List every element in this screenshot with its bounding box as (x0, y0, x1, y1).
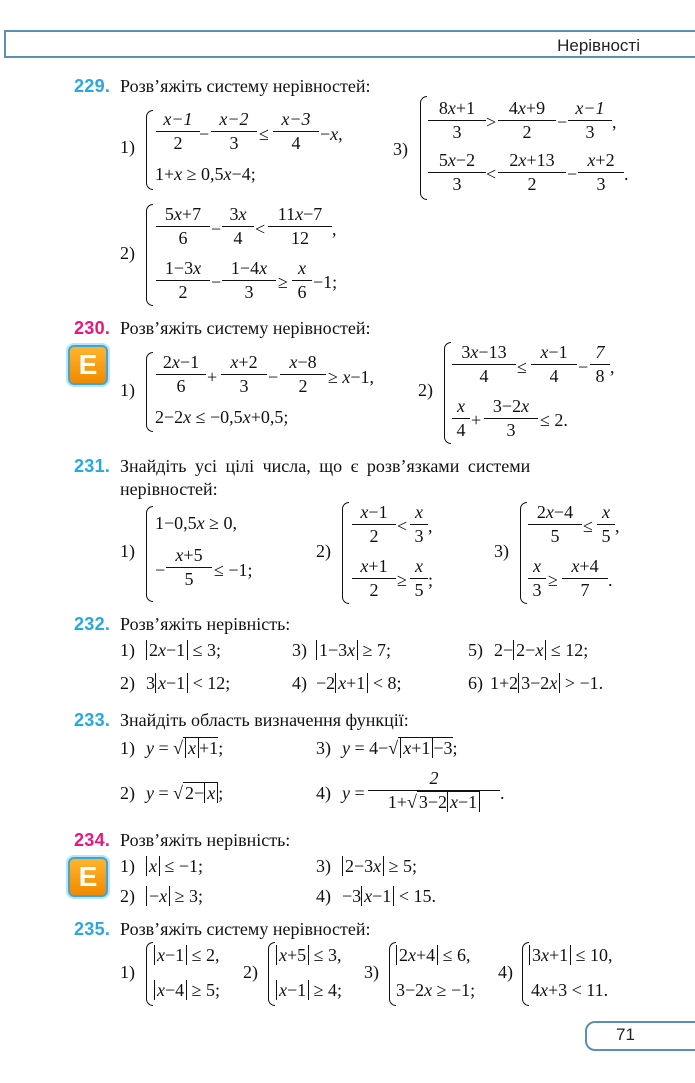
level-e-badge-icon: E (68, 857, 108, 897)
system-brace (146, 506, 153, 602)
item-label: 3) (292, 640, 307, 660)
problem-number-233: 233. (74, 710, 111, 730)
item-label: 2) (120, 886, 135, 906)
problem-number-231: 231. (74, 456, 111, 476)
system-brace (146, 942, 153, 1006)
fraction: x−2 3 (211, 109, 257, 154)
item-label: 3) (494, 541, 509, 561)
fraction: x−1 2 (156, 109, 200, 154)
system-brace (389, 942, 396, 1006)
item-label: 1) (120, 541, 135, 561)
item-label: 4) (316, 783, 331, 803)
system-brace (520, 502, 527, 604)
system-brace (146, 110, 153, 190)
system-brace (268, 942, 275, 1006)
item-label: 6) (468, 673, 483, 693)
level-e-badge-icon: E (68, 345, 108, 385)
fraction: x−3 4 (273, 109, 319, 154)
problem-number-230: 230. (74, 318, 111, 338)
item-label: 3) (316, 738, 331, 758)
page-header (4, 30, 695, 58)
system-brace (146, 352, 153, 432)
problem-number-235: 235. (74, 919, 111, 939)
problem-title-229: Розв’яжіть систему нерівностей: (120, 76, 371, 96)
item-label: 4) (292, 673, 307, 693)
item-label: 2) (418, 380, 433, 400)
system-brace (146, 204, 153, 306)
problem-number-232: 232. (74, 614, 111, 634)
system-brace (342, 502, 349, 604)
item-label: 4) (498, 962, 513, 982)
item-label: 1) (120, 640, 135, 660)
page-number: 71 (616, 1025, 635, 1044)
item-label: 2) (316, 541, 331, 561)
problem-number-229: 229. (74, 76, 111, 96)
problem-title-235: Розв’яжіть систему нерівностей: (120, 919, 371, 939)
problem-number-234: 234. (74, 830, 111, 850)
item-label: 1) (120, 137, 135, 157)
system-brace (420, 96, 427, 200)
item-label: 2) (120, 243, 135, 263)
header-title: Нерівності (557, 36, 640, 55)
item-label: 2) (120, 783, 135, 803)
item-label: 3) (364, 962, 379, 982)
problem-title-234: Розв’яжіть нерівність: (120, 830, 291, 850)
item-label: 3) (316, 856, 331, 876)
problem-title-231-line1: Знайдіть усі цілі числа, що є розв’язками системи (120, 456, 531, 476)
item-label: 1) (120, 856, 135, 876)
page-number-box (585, 1021, 695, 1051)
item-label: 2) (243, 962, 258, 982)
item-label: 1) (120, 380, 135, 400)
item-label: 5) (468, 640, 483, 660)
problem-title-232: Розв’яжіть нерівність: (120, 614, 291, 634)
problem-title-230: Розв’яжіть систему нерівностей: (120, 318, 371, 338)
item-label: 1) (120, 738, 135, 758)
problem-title-233: Знайдіть область визначення функції: (120, 710, 409, 730)
item-label: 2) (120, 673, 135, 693)
system-brace (444, 342, 451, 444)
system-brace (522, 942, 529, 1006)
item-label: 3) (393, 139, 408, 159)
item-label: 1) (120, 962, 135, 982)
item-label: 4) (316, 886, 331, 906)
problem-title-231-line2: нерівностей: (120, 479, 218, 499)
